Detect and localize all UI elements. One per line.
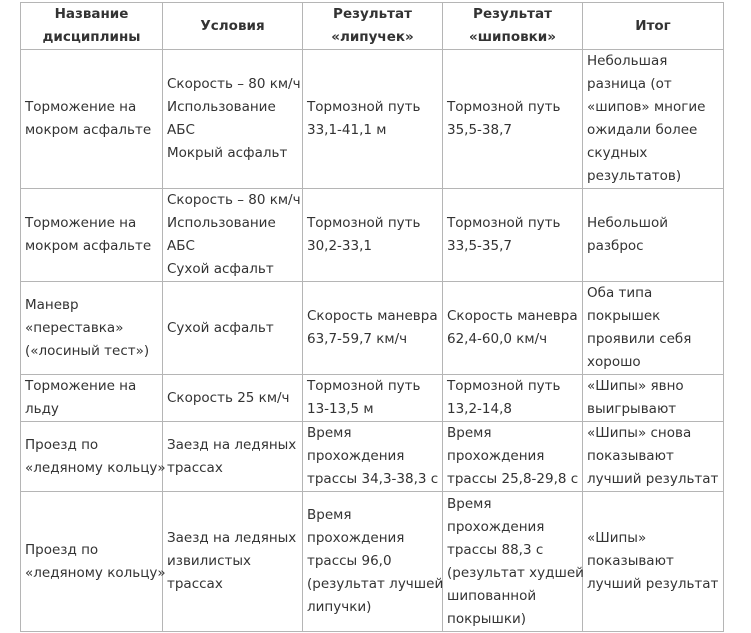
cell-line: (результат лучшей [307,576,444,592]
cell-velcro-result [303,50,443,189]
cell-line: «переставка» [25,319,124,336]
cell-line: Использование [167,99,276,115]
header-line: Результат [473,6,552,22]
cell-conditions [163,282,303,375]
cell-line: Торможение на [25,99,137,115]
cell-line: Тормозной путь [447,99,561,115]
cell-line: АБС [167,238,195,254]
cell-line: Проезд по [25,436,99,453]
cell-studded-result [443,50,583,189]
cell-line: Маневр [25,296,79,313]
cell-line: Тормозной путь [447,378,561,394]
cell-line: («лосиный тест») [25,342,150,359]
cell-line: Заезд на ледяных [167,436,297,453]
cell-studded-result [443,282,583,375]
cell-line: «ледяному кольцу» [25,564,166,581]
cell-line: Скорость 25 км/ч [167,389,290,406]
cell-line: Скорость маневра [447,308,578,324]
cell-line: Тормозной путь [307,215,421,231]
cell-line: покрышки) [447,610,527,627]
cell-line: липучки) [307,599,372,615]
cell-velcro-result [303,492,443,632]
header-studded-result [443,3,583,50]
cell-line: Торможение на [25,215,137,231]
cell-line: трассы 34,3-38,3 с [307,471,439,487]
cell-line: Время [447,495,492,512]
cell-line: Проезд по [25,541,99,558]
cell-line: мокром асфальте [25,122,152,138]
cell-line: лучший результат [587,576,719,592]
cell-line: «Шипы» [587,530,647,546]
cell-line: мокром асфальте [25,238,152,254]
cell-conditions [163,492,303,632]
cell-line: шипованной [447,587,537,604]
cell-total [583,189,724,282]
cell-line: Тормозной путь [307,378,421,394]
cell-line: льду [25,401,59,417]
cell-line: прохождения [307,530,405,546]
cell-line: Скорость – 80 км/ч [167,76,301,92]
cell-line: Время [307,425,352,441]
cell-line: трассах [167,459,223,476]
cell-line: 62,4-60,0 км/ч [447,331,548,347]
cell-discipline [21,422,166,492]
cell-studded-result [443,492,583,632]
cell-line: Использование [167,215,276,231]
header-velcro-result [303,3,443,50]
cell-line: Время [307,507,352,523]
cell-line: «шипов» многие [587,99,706,115]
cell-velcro-result [303,375,443,422]
cell-discipline [21,375,163,422]
cell-velcro-result [303,422,443,492]
comparison-table [20,2,724,632]
cell-line: Сухой асфальт [167,261,274,277]
table-row [21,189,724,282]
cell-line: АБС [167,122,195,138]
cell-line: трассы 96,0 [307,553,392,569]
cell-line: 13,2-14,8 [447,401,512,417]
header-line: «шиповки» [468,29,556,45]
header-line: «липучек» [331,29,414,45]
table-row [21,50,724,189]
header-line: дисциплины [42,29,141,45]
cell-line: показывают [587,553,674,569]
cell-conditions [163,375,303,422]
cell-conditions [163,422,303,492]
cell-line: Торможение на [25,378,137,394]
header-discipline [21,3,163,50]
cell-line: 33,5-35,7 [447,238,512,254]
header-line: Итог [635,17,671,34]
cell-line: выигрывают [587,401,677,417]
cell-line: «Шипы» явно [587,378,684,394]
cell-total [583,50,724,189]
cell-discipline [21,50,163,189]
cell-total [583,492,724,632]
cell-line: разница (от [587,76,672,92]
cell-line: Заезд на ледяных [167,530,297,546]
cell-line: 63,7-59,7 км/ч [307,331,408,347]
cell-line: Скорость маневра [307,308,438,324]
cell-line: 30,2-33,1 [307,238,372,254]
cell-line: прохождения [447,518,545,535]
cell-line: результатов) [587,168,682,184]
cell-conditions [163,189,303,282]
header-line: Название [54,6,129,22]
table-row [21,375,724,422]
cell-studded-result [443,189,583,282]
cell-line: «ледяному кольцу» [25,459,166,476]
cell-line: трассы 88,3 с [447,541,544,558]
table-row [21,282,724,375]
cell-line: покрышек [587,308,661,324]
cell-line: трассах [167,576,223,592]
cell-line: прохождения [447,448,545,464]
table-row [21,492,724,632]
cell-line: Небольшой [587,215,669,231]
cell-line: проявили себя [587,331,692,347]
cell-discipline [21,492,166,632]
cell-total [583,282,724,375]
cell-line: 33,1-41,1 м [307,122,387,138]
cell-line: Мокрый асфальт [167,145,288,161]
cell-line: Небольшая [587,53,668,69]
cell-line: прохождения [307,448,405,464]
cell-line: хорошо [587,354,641,370]
cell-line: показывают [587,448,674,464]
cell-line: Тормозной путь [447,215,561,231]
cell-line: Тормозной путь [307,99,421,115]
cell-line: (результат худшей [447,564,584,581]
cell-line: Оба типа [587,285,653,301]
cell-velcro-result [303,189,443,282]
cell-line: Время [447,425,492,441]
cell-discipline [21,189,163,282]
header-total [583,3,724,50]
cell-line: трассы 25,8-29,8 с [447,471,579,487]
table-row [21,422,724,492]
cell-line: ожидали более [587,122,698,138]
cell-studded-result [443,422,583,492]
cell-line: Сухой асфальт [167,319,274,336]
cell-line: разброс [587,238,644,254]
cell-discipline [21,282,163,375]
cell-conditions [163,50,303,189]
cell-total [583,375,724,422]
cell-total [583,422,724,492]
cell-line: скудных [587,145,648,161]
cell-studded-result [443,375,583,422]
cell-line: Скорость – 80 км/ч [167,192,301,208]
cell-line: 13-13,5 м [307,401,374,417]
header-conditions [163,3,303,50]
header-line: Условия [200,17,265,34]
cell-line: «Шипы» снова [587,425,692,441]
cell-line: 35,5-38,7 [447,122,512,138]
cell-line: извилистых [167,553,252,569]
header-row [21,3,724,50]
cell-line: лучший результат [587,471,719,487]
cell-velcro-result [303,282,443,375]
header-line: Результат [333,6,412,22]
